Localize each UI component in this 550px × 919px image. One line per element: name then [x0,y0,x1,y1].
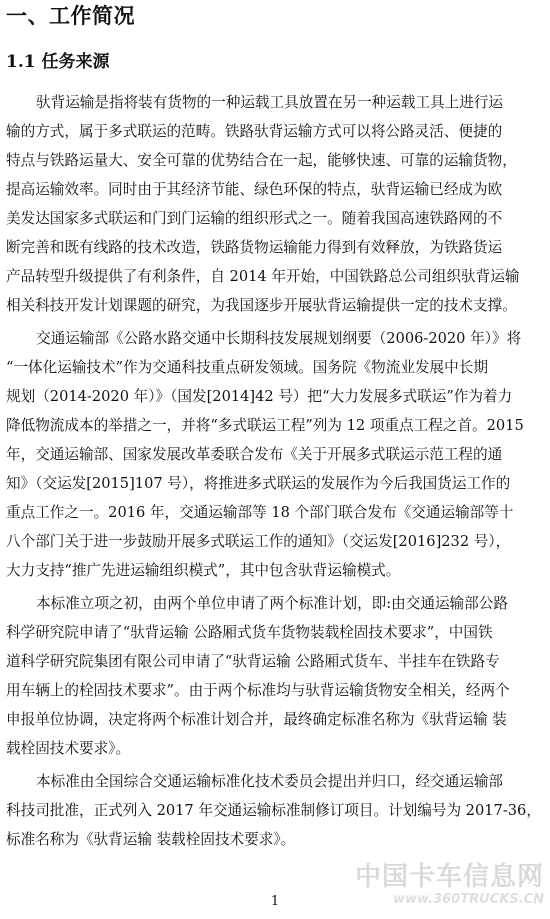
text-line: 提高运输效率。同时由于其经济节能、绿色环保的特点，驮背运输已经成为欧 [6,181,503,198]
text-line: 产品转型升级提供了有利条件，自 2014 年开始，中国铁路总公司组织驮背运输 [6,268,520,285]
text-line: 输的方式，属于多式联运的范畴。铁路驮背运输方式可以将公路灵活、便捷的 [6,123,503,140]
text-line: 交通运输部《公路水路交通中长期科技发展规划纲要（2006-2020 年）》将 [36,330,522,347]
text-line: 标准名称为《驮背运输 装载栓固技术要求》。 [6,831,296,848]
page-number: 1 [270,894,280,909]
body-text [0,88,550,858]
watermark-url: www.360TRUCKS.CN [392,892,544,907]
text-line: 规划（2014-2020 年）》（国发[2014]42 号）把“大力发展多式联运”作为着力 [6,388,513,405]
paragraph [0,589,550,763]
text-line: 科学研究院申请了“驮背运输 公路厢式货车货物装载栓固技术要求”，中国铁 [6,624,493,641]
paragraph [0,324,550,585]
text-line: 大力支持“推广先进运输组织模式”，其中包含驮背运输模式。 [6,562,401,579]
text-line: 八个部门关于进一步鼓励开展多式联运工作的通知》（交运发[2016]232 号）， [6,533,511,550]
text-line: “一体化运输技术”作为交通科技重点研发领域。国务院《物流业发展中长期 [6,359,488,376]
paragraph [0,88,550,320]
paragraph [0,767,550,854]
section-heading: 一、工作简况 [6,3,135,28]
text-line: 美发达国家多式联运和门到门运输的组织形式之一。随着我国高速铁路网的不 [6,210,503,227]
text-line: 驮背运输是指将装有货物的一种运载工具放置在另一种运载工具上进行运 [36,94,504,111]
text-line: 本标准由全国综合交通运输标准化技术委员会提出并归口，经交通运输部 [36,773,504,790]
text-line: 申报单位协调，决定将两个标准计划合并，最终确定标准名称为《驮背运输 装 [6,711,507,728]
text-line: 年，交通运输部、国家发展改革委联合发布《关于开展多式联运示范工程的通 [6,446,503,463]
text-line: 断完善和既有线路的技术改造，铁路货物运输能力得到有效释放，为铁路货运 [6,239,503,256]
text-line: 用车辆上的栓固技术要求”。由于两个标准均与驮背运输货物安全相关，经两个 [6,682,510,699]
text-line: 知》（交运发[2015]107 号），将推进多式联运的发展作为今后我国货运工作的 [6,475,511,492]
text-line: 科技司批准，正式列入 2017 年交通运输标准制修订项目。计划编号为 2017-36， [6,802,541,819]
text-line: 本标准立项之初，由两个单位申请了两个标准计划，即:由交通运输部公路 [36,595,508,612]
text-line: 降低物流成本的举措之一，并将“多式联运工程”列为 12 项重点工程之首。2015 [6,417,524,434]
text-line: 道科学研究院集团有限公司申请了“驮背运输 公路厢式货车、半挂车在铁路专 [6,653,500,670]
text-line: 重点工作之一。2016 年，交通运输部等 18 个部门联合发布《交通运输部等十 [6,504,514,521]
text-line: 载栓固技术要求》。 [6,740,131,757]
watermark-text: 中国卡车信息网 [354,862,544,892]
subsection-heading: 1.1 任务来源 [6,52,110,72]
text-line: 相关科技开发计划课题的研究，为我国逐步开展驮背运输提供一定的技术支撑。 [6,297,517,314]
text-line: 特点与铁路运量大、安全可靠的优势结合在一起，能够快速、可靠的运输货物， [6,152,517,169]
